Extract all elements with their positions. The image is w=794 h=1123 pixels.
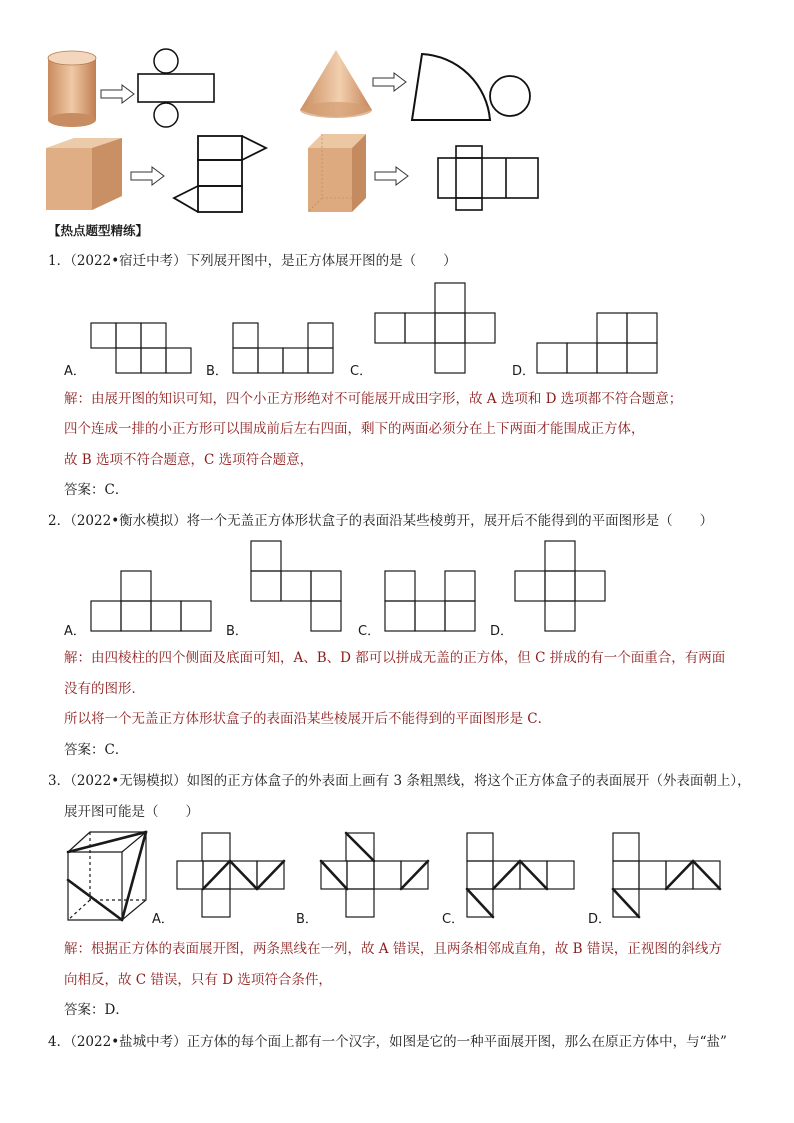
- q1-solution-line-1: 解：由展开图的知识可知，四个小正方形绝对不可能展开成田字形，故 A 选项和 D 选项都不符合题意；: [64, 391, 683, 407]
- q3-option-b-net: [320, 832, 430, 918]
- q1-option-d-label[interactable]: D．: [512, 364, 536, 379]
- q2-stem: 2．（2022•衡水模拟）将一个无盖正方体形状盒子的表面沿某些棱剪开，展开后不能得到的平面图形是（ ）: [48, 513, 714, 529]
- cylinder-illustration: [44, 50, 104, 128]
- q1-solution-line-3: 故 B 选项不符合题意，C 选项符合题意，: [64, 452, 314, 468]
- q1-option-d-net: [536, 312, 660, 376]
- q3-cube-figure: [66, 830, 150, 922]
- q1-option-a-label[interactable]: A．: [64, 364, 86, 379]
- q3-option-b-label[interactable]: B．: [296, 912, 318, 927]
- q1-answer: 答案：C．: [64, 482, 129, 498]
- q3-option-d-label[interactable]: D．: [588, 912, 612, 927]
- q1-option-a-net: [90, 322, 194, 374]
- q3-stem-line-2: 展开图可能是（ ）: [64, 804, 199, 820]
- q1-option-b-net: [232, 322, 336, 374]
- q2-option-c-label[interactable]: C．: [358, 624, 381, 639]
- q2-option-b-net: [250, 540, 344, 634]
- q3-answer: 答案：D．: [64, 1002, 129, 1018]
- section-heading: 【热点题型精练】: [48, 223, 149, 238]
- q3-solution-line-1: 解：根据正方体的表面展开图，两条黑线在一列，故 A 错误，且两条相邻成直角，故 B 错误，正视图的斜线方: [64, 941, 722, 957]
- q2-solution-line-2: 没有的图形．: [64, 681, 145, 697]
- q3-option-c-label[interactable]: C．: [442, 912, 465, 927]
- arrow-right-icon: [100, 84, 136, 104]
- q1-stem: 1．（2022•宿迁中考）下列展开图中，是正方体展开图的是（ ）: [48, 253, 457, 269]
- q2-answer: 答案：C．: [64, 742, 129, 758]
- q1-option-c-label[interactable]: C．: [350, 364, 373, 379]
- q2-solution-line-3: 所以将一个无盖正方体形状盒子的表面沿某些棱展开后不能得到的平面图形是 C．: [64, 711, 552, 727]
- q2-option-b-label[interactable]: B．: [226, 624, 248, 639]
- cylinder-net: [136, 48, 216, 130]
- q2-solution-line-1: 解：由四棱柱的四个侧面及底面可知，A、B、D 都可以拼成无盖的正方体，但 C 拼成的有一个面重合，有两面: [64, 650, 726, 666]
- cube-net: [436, 144, 540, 214]
- q3-option-a-label[interactable]: A．: [152, 912, 174, 927]
- prism-illustration: [44, 136, 126, 214]
- q1-option-b-label[interactable]: B．: [206, 364, 228, 379]
- arrow-right-icon: [372, 72, 408, 92]
- q4-stem: 4．（2022•盐城中考）正方体的每个面上都有一个汉字，如图是它的一种平面展开图，那么在原正方体中，与“盐”: [48, 1034, 727, 1050]
- q3-stem-line-1: 3．（2022•无锡模拟）如图的正方体盒子的外表面上画有 3 条粗黑线，将这个正方体盒子的表面展开（外表面朝上），: [48, 773, 751, 789]
- arrow-right-icon: [374, 166, 410, 186]
- q1-option-c-net: [374, 282, 498, 376]
- q2-option-a-label[interactable]: A．: [64, 624, 86, 639]
- q1-solution-line-2: 四个连成一排的小正方形可以围成前后左右四面，剩下的两面必须分在上下两面才能围成正方体，: [64, 421, 645, 437]
- cube-illustration: [306, 132, 368, 214]
- q3-solution-line-2: 向相反，故 C 错误，只有 D 选项符合条件，: [64, 972, 332, 988]
- q3-option-d-net: [612, 832, 722, 918]
- q3-option-a-net: [176, 832, 286, 918]
- q3-option-c-net: [466, 832, 576, 918]
- q2-option-d-label[interactable]: D．: [490, 624, 514, 639]
- cone-net: [410, 50, 530, 122]
- prism-net: [170, 134, 270, 214]
- q2-option-c-net: [384, 570, 478, 634]
- arrow-right-icon: [130, 166, 166, 186]
- q2-option-d-net: [514, 540, 608, 634]
- q2-option-a-net: [90, 570, 214, 634]
- cone-illustration: [298, 48, 376, 124]
